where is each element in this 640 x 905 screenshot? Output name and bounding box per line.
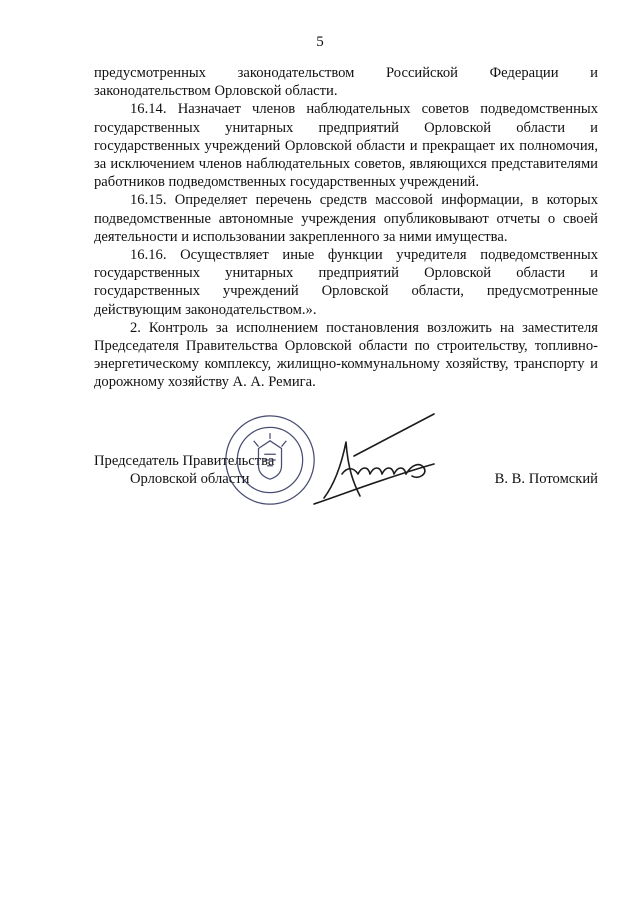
paragraph-16-16: 16.16. Осуществляет иные функции учредителя подведомственных государственных унитарных предприятий Орловской области и государственных учреждений Орловской области, предусмотренные действующим законодательством.».	[94, 247, 598, 318]
signatory-title-line1: Председатель Правительства	[94, 453, 275, 469]
paragraph-2-control: 2. Контроль за исполнением постановления возложить на заместителя Председателя Правительства Орловской области по строительству, топливно-энергетическому комплексу, жилищно-коммунальному хозяйству, транспорту и дорожному хозяйству А. А. Ремига.	[94, 319, 598, 391]
signature-block	[94, 452, 598, 532]
page-number: 5	[316, 34, 324, 50]
document-body	[94, 64, 598, 392]
paragraph-16-15: 16.15. Определяет перечень средств массовой информации, в которых подведомственные автономные учреждения опубликовывают отчеты о своей деятельности и использовании закрепленного за ними имущества.	[94, 192, 598, 245]
signatory-name: В. В. Потомский	[494, 471, 598, 487]
handwritten-signature-icon	[284, 412, 454, 512]
signatory-title-line2: Орловской области	[130, 471, 250, 487]
paragraph-continuation: предусмотренных законодательством Российской Федерации и законодательством Орловской области.	[94, 65, 598, 100]
paragraph-16-14: 16.14. Назначает членов наблюдательных советов подведомственных государственных унитарных предприятий Орловской области и государственных учреждений Орловской области и прекращает их полномочия, за исключением членов наблюдательных советов, являющихся представителями работников подведомственных государственных учреждений.	[94, 101, 598, 191]
